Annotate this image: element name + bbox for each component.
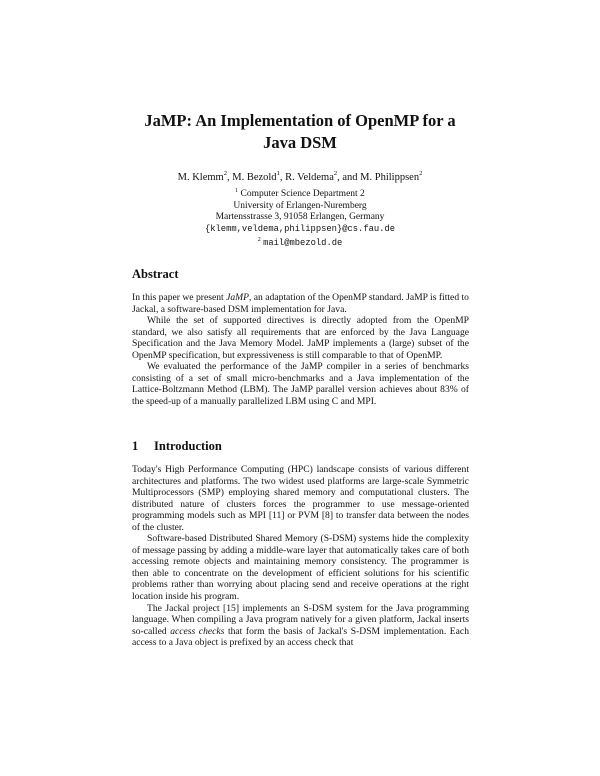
abstract-paragraph: While the set of supported directives is directly adopted from the OpenMP standard, we also satisfy all requirements that are enforced by the Java Language Specification and the Java Memory Model. JaMP implements a (large) subset of the OpenMP specification, but expressiveness is still comparable to that of OpenMP. — [132, 315, 469, 361]
author-name: R. Veldema — [285, 172, 334, 183]
title-line-2: Java DSM — [263, 133, 337, 152]
affiliation-dept: Computer Science Department 2 — [240, 189, 365, 199]
affiliation-university: University of Erlangen-Nuremberg — [233, 200, 367, 211]
author-name: M. Bezold — [232, 172, 277, 183]
abstract-body — [132, 292, 469, 407]
affil-mark: 2 — [257, 237, 261, 243]
intro-paragraph — [132, 603, 469, 649]
introduction-body — [132, 464, 469, 649]
author-list — [0, 168, 600, 184]
affiliation-email-1: {klemm,veldema,philippsen}@cs.fau.de — [204, 223, 396, 234]
author-name: M. Philippsen — [360, 172, 420, 183]
affil-mark: 1 — [235, 188, 239, 194]
section-title: Introduction — [154, 439, 222, 453]
abstract-paragraph: We evaluated the performance of the JaMP compiler in a series of benchmarks consisting of a set of small micro-benchmarks and a Java implementation of the Lattice-Boltzmann Method (LBM). The JaMP parallel version achieves about 83% of the speed-up of a manually parallelized LBM using C and MPI. — [132, 361, 469, 407]
intro-emphasis: access checks — [170, 625, 225, 637]
affiliation-block — [0, 186, 600, 250]
author-separator: , and — [337, 172, 361, 183]
author-affil-mark: 2 — [419, 170, 423, 177]
intro-paragraph: Today's High Performance Computing (HPC) landscape consists of various different architectures and platforms. The two widest used platforms are large-scale Symmetric Multiprocessors (SMP) employing shared memory and computational clusters. The distributed nature of clusters forces the programmer to use message-oriented programming models such as MPI [11] or PVM [8] to transfer data between the nodes of the cluster. — [132, 464, 469, 533]
affiliation-dept-line — [0, 186, 600, 201]
section-number: 1 — [132, 439, 139, 453]
author-separator: , — [226, 172, 233, 183]
affiliation-email-2: mail@mbezold.de — [263, 238, 343, 248]
introduction-heading — [132, 439, 222, 454]
author-affil-mark: 1 — [276, 170, 280, 177]
abstract-paragraph — [132, 292, 469, 315]
affiliation-email-line-2 — [0, 235, 600, 250]
author-affil-mark: 2 — [333, 170, 338, 177]
intro-text: that form the basis of Jackal's S-DSM implementation. Each access to a Java object is prefixed by an access check that — [132, 625, 469, 649]
title-line-1: JaMP: An Implementation of OpenMP for a — [144, 111, 456, 130]
abstract-text: , an adaptation of the OpenMP standard. JaMP is fitted to Jackal, a software-based DSM implementation for Java. — [132, 292, 469, 315]
author-separator: , — [279, 172, 286, 183]
author-name: M. Klemm — [177, 172, 224, 183]
author-affil-mark: 2 — [223, 170, 227, 177]
paper-title — [0, 110, 600, 154]
intro-paragraph: Software-based Distributed Shared Memory (S-DSM) systems hide the complexity of message passing by adding a middle-ware layer that automatically takes care of both accessing remote objects and maintaining memory consistency. The programmer is then able to concentrate on the development of efficient solutions for his scientific problems rather than worrying about placing send and receive operations at the right location inside his program. — [132, 533, 469, 603]
abstract-emphasis: JaMP — [226, 292, 249, 303]
intro-text: The Jackal project [15] implements an S-DSM system for the Java programming language. When compiling a Java program natively for a given platform, Jackal inserts so-called — [132, 602, 469, 637]
affiliation-address: Martensstrasse 3, 91058 Erlangen, Germany — [215, 212, 385, 222]
abstract-text: In this paper we present — [132, 292, 227, 303]
abstract-heading: Abstract — [132, 267, 179, 281]
